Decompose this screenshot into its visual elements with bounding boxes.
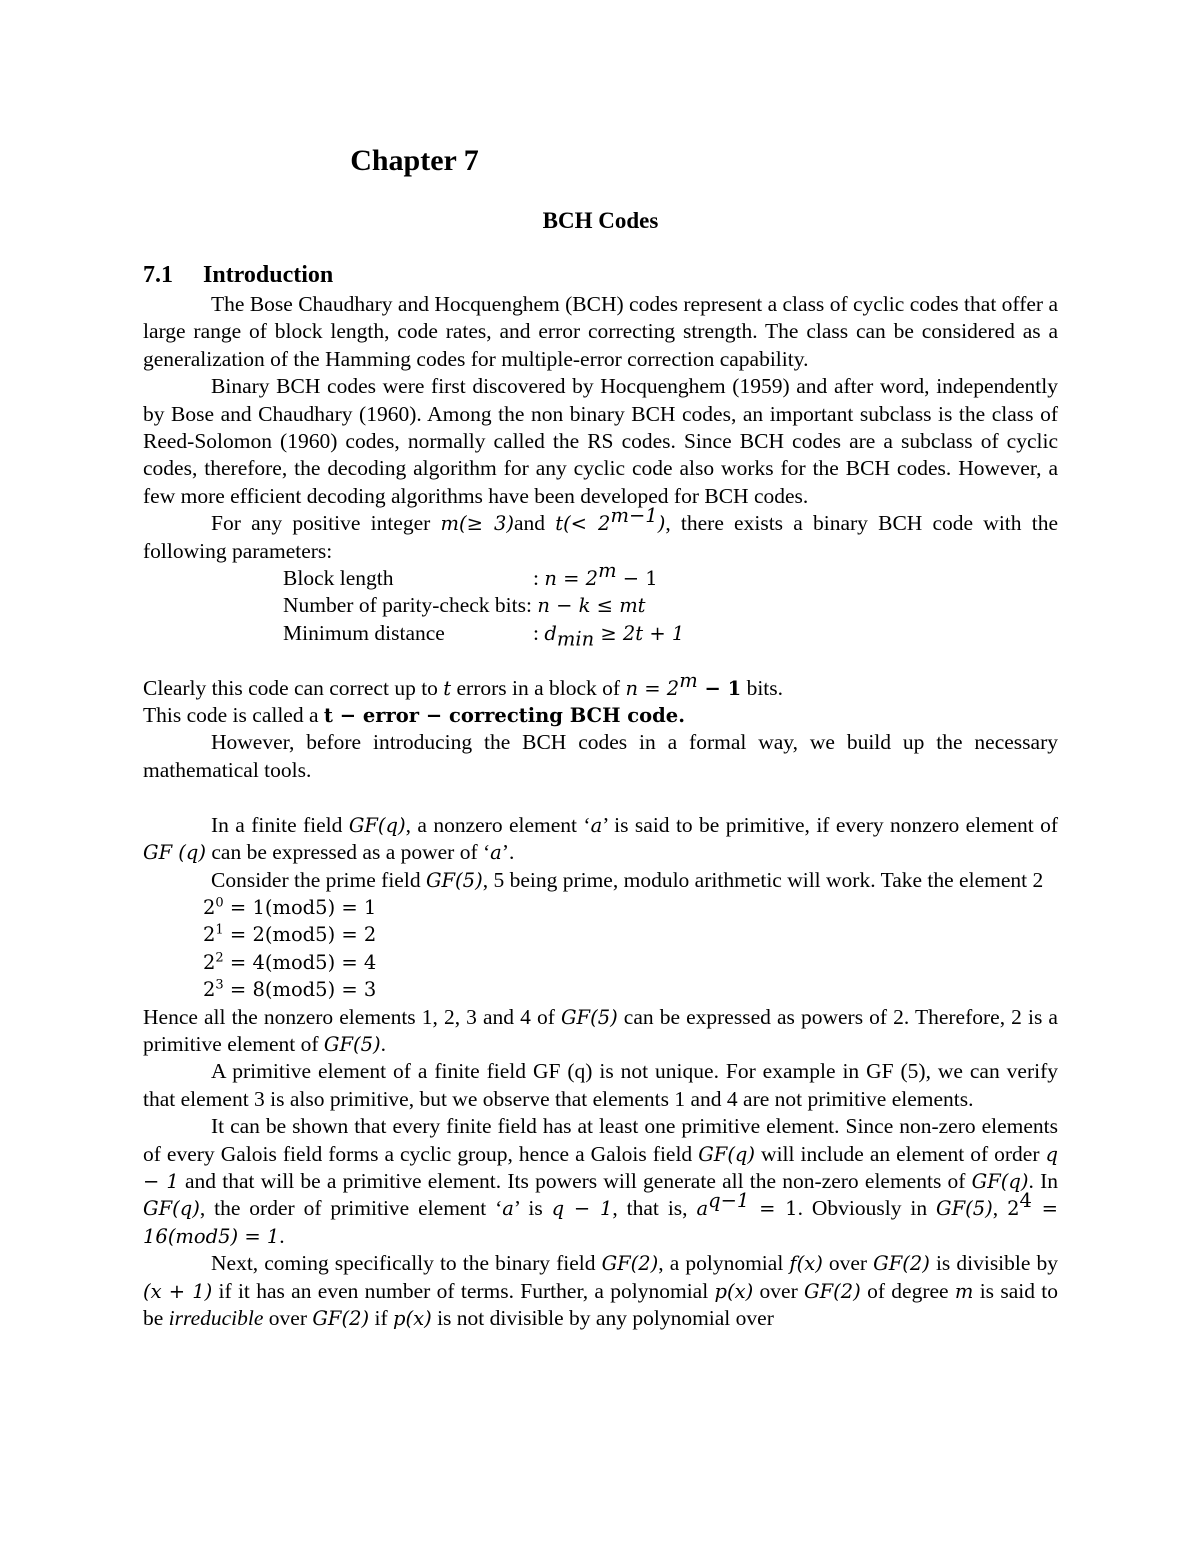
section-heading bbox=[143, 262, 333, 289]
power-row: $2^0 = 1(mod5) = 1$ bbox=[203, 895, 377, 919]
paragraph: Consider the prime field GF(5), 5 being prime, modulo arithmetic will work. Take the element 2 bbox=[211, 867, 1044, 892]
section-title: Introduction bbox=[203, 262, 334, 288]
chapter-heading: Chapter 7 bbox=[350, 144, 479, 177]
parameter-row: Block length : $n = 2^m - 1$ bbox=[283, 558, 658, 591]
paragraph: Clearly this code can correct up to t errors in a block of $n = 2^m - 1$ bits. bbox=[143, 668, 784, 700]
paragraph: The Bose Chaudhary and Hocquenghem (BCH) codes represent a class of cyclic codes that offer a large range of block length, code rates, and error correcting strength. The class can be considered as a generalization of the Hamming codes for multiple-error correction capability. bbox=[143, 292, 1058, 371]
paragraph: A primitive element of a finite field GF (q) is not unique. For example in GF (5), we can verify that element 3 is also primitive, but we observe that elements 1 and 4 are not primitive elements. bbox=[143, 1059, 1058, 1111]
paragraph: Binary BCH codes were first discovered by Hocquenghem (1959) and after word, independently by Bose and Chaudhary (1960). Among the non binary BCH codes, an important subclass is the class of Reed-Solomon (1960) codes, normally called the RS codes. Since BCH codes are a subclass of cyclic codes, therefore, the decoding algorithm for any cyclic code also works for the BCH codes. However, a few more efficient decoding algorithms have been developed for BCH codes. bbox=[143, 374, 1058, 508]
chapter-title: BCH Codes bbox=[542, 208, 659, 233]
paragraph: It can be shown that every finite field has at least one primitive element. Since non-zero elements of every Galois field forms a cyclic group, hence a Galois field GF(q) will include an element of order q − 1 and that will be a primitive element. Its powers will generate all the non-zero elements of GF(q). In GF(q), the order of primitive element ‘a’ is q − 1, that is, $a^{q-1} = 1$. Obviously in GF(5), $2^4 = 16(mod5) = 1$. bbox=[143, 1114, 1059, 1248]
paragraph: For any positive integer m(≥ 3)and $t(< 2^{m-1})$, there exists a binary BCH code with the following parameters: bbox=[143, 504, 1058, 563]
document-body bbox=[143, 291, 1058, 1332]
power-row: $2^3 = 8(mod5) = 3$ bbox=[203, 977, 377, 1002]
parameter-row: Minimum distance : $d_{min} \ge 2t + 1$ bbox=[283, 620, 685, 651]
parameter-row: Number of parity-check bits: n − k ≤ mt bbox=[283, 593, 646, 618]
section-number: 7.1 bbox=[143, 262, 173, 288]
paragraph: However, before introducing the BCH codes in a formal way, we build up the necessary mathematical tools. bbox=[143, 730, 1058, 782]
power-row: $2^2 = 4(mod5) = 4$ bbox=[203, 950, 377, 974]
paragraph: Next, coming specifically to the binary field GF(2), a polynomial f(x) over GF(2) is divisible by (x + 1) if it has an even number of terms. Further, a polynomial p(x) over GF(2) of degree m is said to be irreducible over GF(2) if p(x) is not divisible by any polynomial over bbox=[143, 1251, 1059, 1330]
power-row: $2^1 = 2(mod5) = 2$ bbox=[203, 922, 377, 947]
paragraph: This code is called a t − error − correcting BCH code. bbox=[143, 703, 685, 728]
paragraph: In a finite field GF(q), a nonzero element ‘a’ is said to be primitive, if every nonzero element of GF (q) can be expressed as a power of ‘a’. bbox=[143, 812, 1058, 865]
paragraph: Hence all the nonzero elements 1, 2, 3 and 4 of GF(5) can be expressed as powers of 2. Therefore, 2 is a primitive element of GF(5). bbox=[143, 1004, 1058, 1056]
